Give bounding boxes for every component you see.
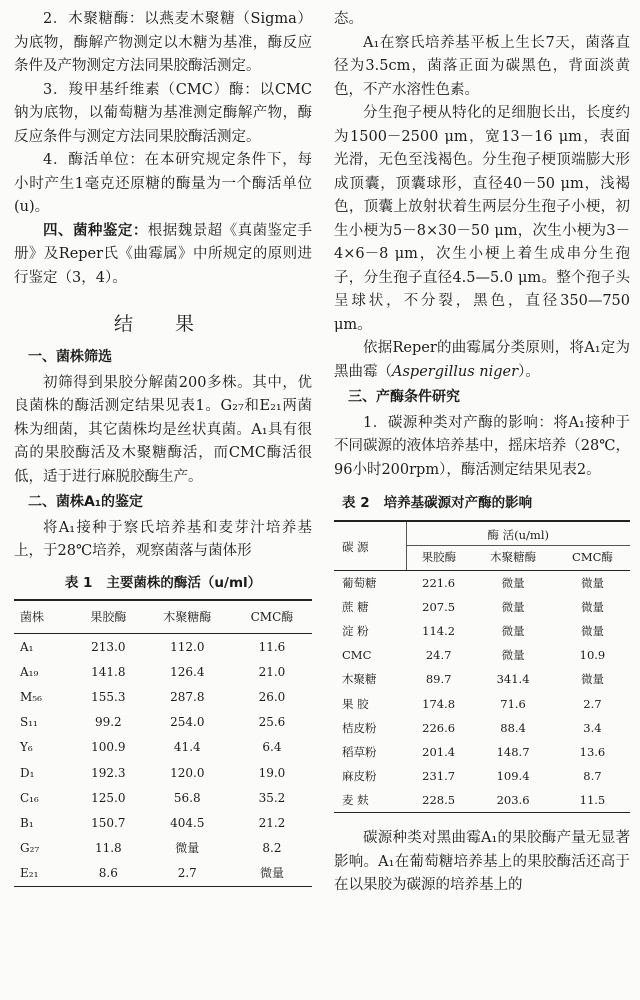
table1-header-xylanase: 木聚糖酶 xyxy=(143,600,232,634)
table1-cell: 微量 xyxy=(232,861,312,887)
table1-cell: 120.0 xyxy=(170,765,205,780)
table2-title: 培养基碳源对产酶的影响 xyxy=(383,495,533,511)
table2-cell: 203.6 xyxy=(471,788,555,813)
right-column xyxy=(334,8,630,898)
table2-row-label: CMC xyxy=(342,648,372,663)
table1-header-pectinase: 果胶酶 xyxy=(74,600,143,634)
table2-row-label: 桔皮粉 xyxy=(342,720,377,735)
table2-row xyxy=(334,764,630,788)
classification-text: 依据Reper的曲霉属分类原则，将A₁定为黑曲霉（ xyxy=(334,340,630,380)
table1-cell: 150.7 xyxy=(91,815,126,830)
table1-cell: 19.0 xyxy=(258,765,286,780)
paragraph-colony: A₁在察氏培养基平板上生长7天，菌落直径为3.5cm，菌落正面为碳黑色，背面淡黄色，不产水溶性色素。 xyxy=(334,34,630,98)
table1-row xyxy=(14,710,312,735)
table1-cell: 21.0 xyxy=(258,664,286,679)
table2-cell: 微量 xyxy=(580,575,604,590)
table1-cell: 99.2 xyxy=(94,715,122,730)
table1-row xyxy=(14,684,312,709)
table1-row xyxy=(14,735,312,760)
table1-row xyxy=(14,785,312,810)
paragraph-screening: 初筛得到果胶分解菌200多株。其中，优良菌株的酶活测定结果见表1。G₂₇和E₂₁两菌株为细菌，其它菌株均是丝状真菌。A₁具有很高的果胶酶活及木聚糖酶活，而CMC酶活很低，适于进行麻脱胶酶生产。 xyxy=(14,374,312,485)
table1-cell: 56.8 xyxy=(173,790,201,805)
paragraph-identification xyxy=(14,220,312,291)
identification-text: 根据魏景超《真菌鉴定手册》及Reper氏《曲霉属》中所规定的原则进行鉴定（3，4）。 xyxy=(14,222,313,286)
table1-cell: 155.3 xyxy=(91,689,126,704)
table2-cell: 微量 xyxy=(580,623,604,638)
table1-row-label: B₁ xyxy=(20,815,34,830)
table1-cell: 254.0 xyxy=(170,715,205,730)
table2-header-unit: 酶 活(u/ml) xyxy=(406,521,630,546)
table2-cell: 10.9 xyxy=(579,648,606,663)
table1-cell: 11.8 xyxy=(94,841,122,856)
table2-cell: 11.5 xyxy=(555,788,630,813)
table2-cell: 226.6 xyxy=(422,720,456,735)
table1-cell: 287.8 xyxy=(170,689,205,704)
table1-header-row xyxy=(14,600,312,634)
table2-header-carbon: 碳 源 xyxy=(334,521,406,571)
table1-number: 表 1 xyxy=(64,574,93,591)
table1-row xyxy=(14,810,312,835)
table1-row-label: A₁₉ xyxy=(20,664,39,679)
table1-cell: 8.2 xyxy=(262,841,282,856)
table2-cell: 201.4 xyxy=(422,744,456,759)
paragraph-cmc: 3．羧甲基纤维素（CMC）酶：以CMC钠为底物，以葡萄糖为基准测定酶解产物，酶反应条件与测定方法同果胶酶活测定。 xyxy=(14,81,312,145)
paragraph-a1-culture: 将A₁接种于察氏培养基和麦芽汁培养基上，于28℃培养，观察菌落与菌体形 xyxy=(14,519,312,559)
identification-heading: 四、菌种鉴定： xyxy=(43,222,148,239)
table1-row-label: G₂₇ xyxy=(20,841,40,856)
table2-row-label: 稻草粉 xyxy=(342,744,377,759)
table2-cell: 2.7 xyxy=(583,696,602,711)
table2-cell: 微量 xyxy=(501,599,525,614)
table2-cell: 3.4 xyxy=(583,720,602,735)
table1-row xyxy=(14,836,312,861)
table2-header-row-top xyxy=(334,521,630,546)
table2-caption xyxy=(334,492,630,516)
section-strain-screening-heading: 一、菌株筛选 xyxy=(28,349,112,365)
table1-cell: 2.7 xyxy=(143,861,232,887)
table1-cell: 404.5 xyxy=(170,815,205,830)
table2-row-label: 果 胶 xyxy=(342,696,369,711)
table1-row-label: A₁ xyxy=(20,639,34,654)
table2 xyxy=(334,520,630,814)
section-enzyme-conditions-heading: 三、产酶条件研究 xyxy=(348,389,460,405)
table1-row xyxy=(14,861,312,887)
species-name: Aspergillus niger xyxy=(392,363,519,380)
table1-cell: 41.4 xyxy=(173,740,201,755)
table1-row-label: S₁₁ xyxy=(20,715,38,730)
classification-end: ）。 xyxy=(518,363,540,380)
table2-header-cmcase: CMC酶 xyxy=(555,545,630,570)
table2-cell: 231.7 xyxy=(422,769,456,784)
paragraph-continuation: 态。 xyxy=(334,11,363,27)
table1-caption xyxy=(14,572,312,596)
results-heading: 结 果 xyxy=(113,313,213,335)
paragraph-carbon-source: 1．碳源种类对产酶的影响：将A₁接种于不同碳源的液体培养基中，摇床培养（28℃，96小时200rpm），酶活测定结果见表2。 xyxy=(334,414,630,478)
table1-cell: 213.0 xyxy=(91,639,126,654)
table2-cell: 109.4 xyxy=(496,769,530,784)
table1-header-strain: 菌株 xyxy=(14,600,74,634)
table1-cell: 100.9 xyxy=(91,740,126,755)
table2-row-label: 木聚糖 xyxy=(342,672,377,687)
left-column xyxy=(14,8,312,887)
table1-cell: 8.6 xyxy=(74,861,143,887)
table2-row xyxy=(334,595,630,619)
paragraph-enzyme-unit: 4．酶活单位：在本研究规定条件下，每小时产生1毫克还原糖的酶量为一个酶活单位(u)。 xyxy=(14,152,312,215)
table1-row-label: Y₆ xyxy=(20,740,33,755)
table2-header-pectinase: 果胶酶 xyxy=(406,545,471,570)
table1-cell: 26.0 xyxy=(258,689,286,704)
table2-cell: 微量 xyxy=(580,672,604,687)
table1-cell: 126.4 xyxy=(170,664,205,679)
table2-row-label: 麦 麸 xyxy=(334,788,406,813)
table1-cell: 6.4 xyxy=(262,740,282,755)
table1-cell: 35.2 xyxy=(258,790,286,805)
table2-row xyxy=(334,619,630,643)
table2-cell: 174.8 xyxy=(422,696,456,711)
table2-row xyxy=(334,667,630,691)
table1-title: 主要菌株的酶活（u/ml） xyxy=(106,574,262,591)
section-a1-identification-heading: 二、菌株A₁的鉴定 xyxy=(28,494,143,510)
table2-cell: 微量 xyxy=(501,575,525,590)
table2-cell: 114.2 xyxy=(422,623,456,638)
table2-cell: 89.7 xyxy=(425,672,452,687)
table2-row xyxy=(334,691,630,715)
table2-number: 表 2 xyxy=(342,495,370,511)
table1-row xyxy=(14,659,312,684)
table1-row xyxy=(14,634,312,660)
table2-cell: 8.7 xyxy=(583,769,602,784)
table2-cell: 71.6 xyxy=(500,696,526,711)
table2-cell: 148.7 xyxy=(496,744,530,759)
table2-cell: 207.5 xyxy=(422,599,456,614)
paragraph-conidiophore: 分生孢子梗从特化的足细胞长出，长度约为1500－2500 μm，宽13－16 μm，表面光滑，无色至浅褐色。分生孢子梗顶端膨大形成顶囊，顶囊球形，直径40－50 μm，浅褐色，顶囊上放射状着生两层分生孢子小梗，初生小梗为5－8×30－50 μm，次生小梗为3－4×6－8 μm，次生小梗上着生成串分生孢子，分生孢子直径4.5—5.0 μm。整个孢子头呈球状，不分裂，黑色，直径350—750 μm。 xyxy=(334,105,630,333)
table2-row-label: 蔗 糖 xyxy=(342,599,369,614)
table2-cell: 88.4 xyxy=(500,720,526,735)
table1-row-label: M₅₆ xyxy=(20,689,42,704)
table2-header-xylanase: 木聚糖酶 xyxy=(471,545,555,570)
table1-cell: 125.0 xyxy=(91,790,126,805)
table1-row xyxy=(14,760,312,785)
table1-row-label: D₁ xyxy=(20,765,35,780)
table2-row xyxy=(334,740,630,764)
table2-row-label: 淀 粉 xyxy=(342,623,369,638)
table2-cell: 微量 xyxy=(501,648,525,663)
table1-cell: 141.8 xyxy=(91,664,126,679)
table2-cell: 221.6 xyxy=(422,575,456,590)
table1-cell: 192.3 xyxy=(91,765,126,780)
table2-cell: 微量 xyxy=(501,623,525,638)
table1-cell: 11.6 xyxy=(258,639,286,654)
paragraph-carbon-effect: 碳源种类对黑曲霉A₁的果胶酶产量无显著影响。A₁在葡萄糖培养基上的果胶酶活还高于在以果胶为碳源的培养基上的 xyxy=(334,830,630,894)
table2-row xyxy=(334,716,630,740)
paragraph-xylanase: 2．木聚糖酶：以燕麦木聚糖（Sigma）为底物，酶解产物测定以木糖为基准，酶反应条件及产物测定方法同果胶酶活测定。 xyxy=(14,11,312,74)
table1-cell: 微量 xyxy=(175,841,200,856)
table2-cell: 微量 xyxy=(580,599,604,614)
table2-row-label: 葡萄糖 xyxy=(342,575,377,590)
table1-row-label: E₂₁ xyxy=(14,861,74,887)
table1-cell: 112.0 xyxy=(170,639,205,654)
table1-header-cmcase: CMC酶 xyxy=(232,600,312,634)
table2-cell: 228.5 xyxy=(406,788,471,813)
table2-row xyxy=(334,643,630,667)
table1-cell: 25.6 xyxy=(258,715,286,730)
table1-cell: 21.2 xyxy=(258,815,286,830)
table2-cell: 13.6 xyxy=(579,744,606,759)
table2-cell: 341.4 xyxy=(496,672,530,687)
table1 xyxy=(14,599,312,887)
table1-row-label: C₁₆ xyxy=(20,790,39,805)
paragraph-classification xyxy=(334,337,630,384)
table2-row xyxy=(334,570,630,595)
table2-row xyxy=(334,788,630,813)
table2-row-label: 麻皮粉 xyxy=(342,769,377,784)
table2-cell: 24.7 xyxy=(425,648,452,663)
